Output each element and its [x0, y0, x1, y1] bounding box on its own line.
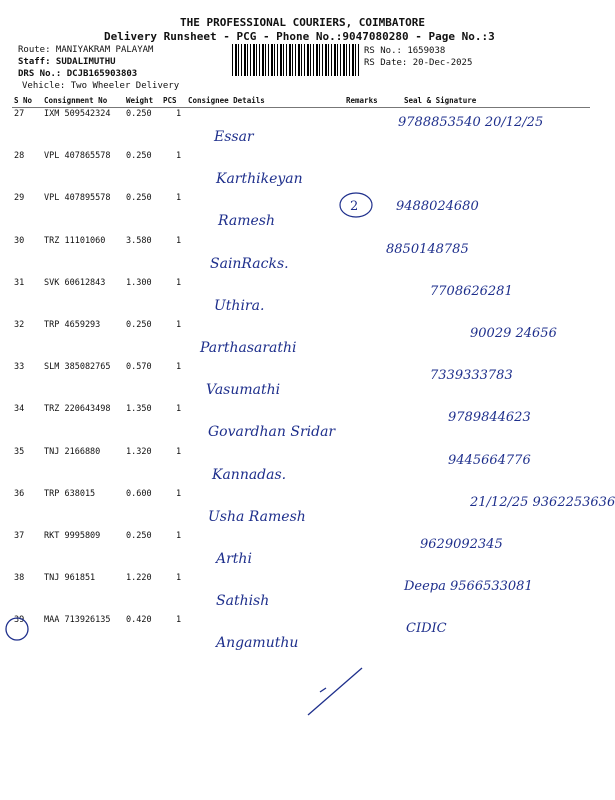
row-weight: 1.320 [126, 446, 152, 457]
annotation-2-circle [338, 190, 374, 220]
row-pcs: 1 [176, 320, 182, 330]
row-pcs: 1 [176, 573, 182, 584]
row-sno: 36 [14, 488, 25, 499]
row-signature-handwritten: 7708626281 [430, 283, 513, 299]
row-sno: 31 [14, 277, 25, 288]
row-weight: 1.350 [126, 404, 152, 415]
row-consignment: TRZ 11101060 [44, 235, 106, 246]
staff-label: Staff: SUDALIMUTHU [18, 57, 116, 67]
col-sno: S No [14, 96, 33, 105]
row-consignee-handwritten: Essar [214, 129, 254, 145]
row-consignee-handwritten: Parthasarathi [200, 340, 297, 356]
row-sno: 30 [14, 235, 25, 246]
header-divider [12, 107, 590, 108]
row-consignment: VPL 407895578 [44, 193, 111, 204]
row-signature-handwritten: 9629092345 [420, 537, 503, 552]
row-sno: 38 [14, 573, 25, 584]
row-consignment: TNJ 2166880 [44, 446, 101, 457]
row-weight: 0.250 [126, 320, 152, 330]
col-pcs: PCS [163, 96, 177, 105]
company-title: THE PROFESSIONAL COURIERS, COIMBATORE [180, 16, 426, 29]
row-consignment: TRP 638015 [44, 488, 96, 499]
row-consignment: SVK 60612843 [44, 277, 106, 288]
row-signature-handwritten: CIDIC [406, 621, 447, 637]
row-weight: 3.580 [126, 235, 152, 246]
row-pcs: 1 [176, 151, 182, 162]
row-signature-handwritten: 9488024680 [396, 199, 479, 215]
row-consignee-handwritten: Kannadas. [212, 466, 287, 483]
col-seal: Seal & Signature [404, 96, 477, 105]
row-consignment: VPL 407865578 [44, 151, 111, 162]
row-weight: 1.300 [126, 277, 152, 288]
row-sno: 37 [14, 531, 25, 541]
row-pcs: 1 [176, 615, 182, 626]
runsheet-subtitle: Delivery Runsheet - PCG - Phone No.:9047080280 - Page No.:3 [104, 30, 495, 43]
row-pcs: 1 [176, 193, 182, 204]
row-weight: 1.220 [126, 573, 152, 584]
col-remarks: Remarks [346, 96, 378, 105]
row-consignee-handwritten: Arthi [216, 551, 252, 567]
row-signature-handwritten: 9789844623 [448, 410, 531, 426]
row-consignment: SLM 385082765 [44, 362, 111, 373]
row-sno: 27 [14, 109, 25, 119]
row-weight: 0.250 [126, 531, 152, 541]
row-pcs: 1 [176, 488, 182, 499]
row-consignee-handwritten: Karthikeyan [216, 171, 303, 188]
col-weight: Weight [126, 96, 154, 105]
row-weight: 0.420 [126, 615, 152, 626]
row-weight: 0.600 [126, 488, 152, 499]
row-consignment: TRZ 220643498 [44, 404, 111, 415]
row-signature-handwritten: 8850148785 [386, 241, 469, 257]
row-39-circle [4, 616, 30, 642]
row-weight: 0.250 [126, 151, 152, 162]
rs-date-label: RS Date: 20-Dec-2025 [364, 58, 473, 68]
svg-text:2: 2 [350, 199, 359, 214]
row-signature-handwritten: Deepa 9566533081 [404, 579, 533, 595]
row-signature-handwritten: 7339333783 [430, 368, 513, 384]
row-pcs: 1 [176, 277, 182, 288]
route-label: Route: MANIYAKRAM PALAYAM [18, 45, 154, 55]
row-consignment: MAA 713926135 [44, 615, 111, 626]
row-weight: 0.250 [126, 193, 152, 204]
row-sno: 28 [14, 151, 25, 162]
row-consignee-handwritten: Govardhan Sridar [208, 424, 336, 441]
row-consignment: IXM 509542324 [44, 109, 111, 119]
row-pcs: 1 [176, 446, 182, 457]
row-weight: 0.250 [126, 109, 152, 119]
barcode [232, 44, 360, 76]
row-weight: 0.570 [126, 362, 152, 373]
row-consignee-handwritten: Ramesh [218, 213, 275, 230]
row-signature-handwritten: 9445664776 [448, 452, 531, 468]
row-signature-handwritten: 21/12/25 9362253636 [470, 494, 615, 510]
row-sno: 32 [14, 320, 25, 330]
row-signature-handwritten: 90029 24656 [470, 326, 557, 341]
row-sno: 35 [14, 446, 25, 457]
row-sno: 39 [14, 615, 25, 626]
row-pcs: 1 [176, 109, 182, 119]
col-consignment: Consignment No [44, 96, 108, 105]
stray-pen-stroke [300, 660, 370, 720]
row-consignee-handwritten: Sathish [216, 593, 270, 610]
row-pcs: 1 [176, 531, 182, 541]
row-consignee-handwritten: SainRacks. [210, 255, 289, 272]
row-sno: 33 [14, 362, 25, 373]
row-consignee-handwritten: Angamuthu [216, 635, 299, 652]
row-sno: 29 [14, 193, 25, 204]
drs-label: DRS No.: DCJB165903803 [18, 69, 138, 79]
row-consignment: TRP 4659293 [44, 320, 101, 330]
rs-no-label: RS No.: 1659038 [364, 46, 446, 56]
row-consignment: RKT 9995809 [44, 531, 101, 541]
col-consignee: Consignee Details [188, 96, 265, 105]
vehicle-label: Vehicle: Two Wheeler Delivery [22, 81, 180, 91]
row-consignee-handwritten: Usha Ramesh [208, 508, 306, 525]
row-consignee-handwritten: Vasumathi [206, 382, 281, 399]
row-pcs: 1 [176, 362, 182, 373]
row-signature-handwritten: 9788853540 20/12/25 [398, 115, 544, 130]
row-pcs: 1 [176, 235, 182, 246]
row-pcs: 1 [176, 404, 182, 415]
row-consignee-handwritten: Uthira. [214, 297, 265, 314]
row-consignment: TNJ 961851 [44, 573, 96, 584]
row-sno: 34 [14, 404, 25, 415]
